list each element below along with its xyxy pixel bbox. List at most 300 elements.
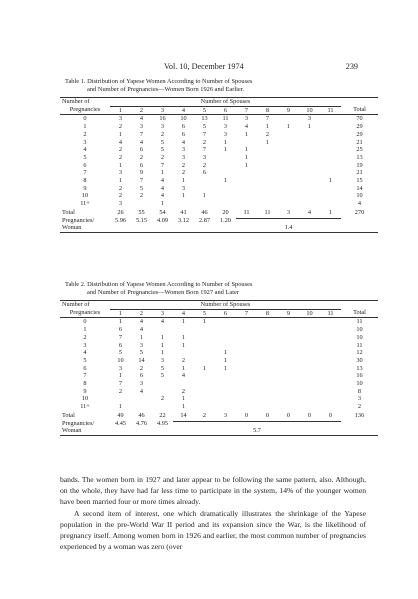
table-cell [152, 403, 173, 411]
journal-volume: Vol. 10, December 1974 [164, 62, 244, 71]
table-cell: 11 [264, 208, 271, 216]
table-cell [278, 357, 299, 365]
table2-col-header: 5 [194, 309, 215, 318]
table1-ppw-row-2 [60, 224, 378, 232]
table-row [60, 372, 378, 380]
table1-col-header: 9 [278, 106, 299, 115]
table-cell [257, 185, 278, 193]
table-cell: 1 [160, 341, 165, 349]
table2-body [60, 318, 378, 411]
table-cell [257, 192, 278, 200]
table1-stub-header-1: Number of [60, 98, 110, 107]
table-cell [236, 139, 257, 147]
table-cell: 29 [356, 123, 363, 131]
table-cell: 1 [202, 192, 207, 200]
table-cell: 2 [139, 192, 144, 200]
paragraph: A second item of interest, one which dramatically illustrates the shrinkage of the Yapese population in the pre-World War II period and its expansion since the War, is the likelihood of pregnancy itself. Among women born in 1926 and earlier, the most common number of pregnancies experienced by a woman was zero (over [60, 508, 366, 552]
table2-total-row [60, 411, 378, 420]
table-cell [320, 318, 341, 326]
table-cell [299, 380, 320, 388]
table-cell: 5 [202, 123, 207, 131]
table-cell [278, 349, 299, 357]
table-cell [257, 177, 278, 185]
table-row [60, 365, 378, 373]
table1-column-headers [60, 106, 378, 115]
table-cell [173, 200, 194, 208]
table-cell: 6 [139, 146, 144, 154]
table-cell [236, 185, 257, 193]
row-label: 0 [83, 318, 87, 326]
table-cell [299, 146, 320, 154]
table-cell: 4 [139, 115, 144, 123]
table-cell [278, 326, 299, 334]
table-cell: 3 [160, 356, 165, 364]
table1-col-header: 11 [320, 106, 341, 115]
table-cell [236, 388, 257, 396]
table-cell: 10 [356, 192, 363, 200]
table-cell: 54 [159, 208, 166, 216]
table1-col-header: Total [341, 106, 378, 115]
table-cell [299, 326, 320, 334]
table-cell: 14 [356, 184, 363, 192]
table2-caption-line2: and Number of Pregnancies—Women Born 1927 and Later [87, 289, 239, 296]
table-cell [236, 318, 257, 326]
table-cell [215, 169, 236, 177]
table-cell: 5 [118, 349, 123, 357]
table-cell [299, 403, 320, 411]
table-cell: 2 [118, 184, 123, 192]
table-cell: 1 [202, 364, 207, 372]
table-cell: 0 [244, 411, 249, 419]
table-cell: 22 [159, 411, 166, 419]
table-cell [278, 131, 299, 139]
table-cell [194, 395, 215, 403]
running-header [60, 62, 358, 71]
table-cell: 41 [180, 208, 187, 216]
table-cell: 7 [118, 380, 123, 388]
table-cell: 5 [139, 349, 144, 357]
table1-col-header: 10 [299, 106, 320, 115]
table-cell [320, 115, 341, 123]
table-cell: 3 [118, 169, 123, 177]
table-cell: 10 [356, 326, 363, 334]
table2-stub-header-2: Pregnancies [60, 309, 110, 318]
ppw-label: Woman [60, 224, 110, 232]
table1-body [60, 115, 378, 208]
table-cell [278, 139, 299, 147]
row-label: 9 [83, 184, 87, 192]
table1 [60, 97, 378, 233]
table-cell: 1 [286, 123, 291, 131]
table2-spouses-header: Number of Spouses [110, 301, 341, 310]
table-cell: 2 [181, 169, 186, 177]
table-cell [299, 349, 320, 357]
table-cell [299, 388, 320, 396]
table-cell: 4 [118, 138, 123, 146]
table-cell: 1 [223, 138, 228, 146]
table-cell: 46 [201, 208, 208, 216]
table-cell: 3 [139, 341, 144, 349]
table2-stub-header-1: Number of [60, 301, 110, 310]
table-cell: 26 [117, 208, 124, 216]
table-cell [194, 185, 215, 193]
table-cell [257, 200, 278, 208]
table-cell [257, 169, 278, 177]
table-cell: 0 [286, 411, 291, 419]
table-cell: 5 [160, 138, 165, 146]
table-cell [278, 388, 299, 396]
table-cell [236, 380, 257, 388]
table-cell: 1 [223, 349, 228, 357]
table-cell: 13 [356, 364, 363, 372]
table-cell: 1 [244, 153, 249, 161]
table-cell: 1 [181, 364, 186, 372]
table-cell: 7 [202, 130, 207, 138]
table-row [60, 192, 378, 200]
table-cell: 1 [118, 372, 123, 380]
table-cell [236, 357, 257, 365]
table-cell: 1 [244, 130, 249, 138]
ppw-label: Pregnancies/ [62, 419, 95, 427]
table-cell [278, 334, 299, 342]
table-cell: 3 [286, 208, 291, 216]
table-row [60, 154, 378, 162]
table-cell [320, 326, 341, 334]
table-cell [215, 334, 236, 342]
row-label: 0 [83, 115, 87, 123]
table-cell: 3 [160, 123, 165, 131]
ppw-label: Pregnancies/ [62, 216, 95, 224]
table-cell: 1 [118, 177, 123, 185]
table-cell: 1 [181, 192, 186, 200]
table-cell: 1 [160, 200, 165, 208]
table-cell: 11 [243, 208, 250, 216]
table-cell: 1 [118, 318, 123, 326]
table-cell [320, 380, 341, 388]
table-cell [299, 139, 320, 147]
table-cell: 1 [160, 349, 165, 357]
table-cell [257, 395, 278, 403]
table-cell: 1 [139, 333, 144, 341]
table-cell [215, 200, 236, 208]
table-cell [215, 185, 236, 193]
table-cell [152, 380, 173, 388]
table-cell: 1 [181, 318, 186, 326]
table-cell [215, 326, 236, 334]
table-cell: 5 [160, 372, 165, 380]
table-cell: 2 [139, 364, 144, 372]
row-label: 10 [81, 192, 89, 200]
table-cell [152, 388, 173, 396]
table-cell [236, 372, 257, 380]
table-cell: 16 [356, 372, 363, 380]
table-cell: 11 [356, 341, 363, 349]
table-cell [299, 372, 320, 380]
table-cell: 1 [265, 123, 270, 131]
table-cell: 2 [139, 153, 144, 161]
table-cell: 13 [356, 153, 363, 161]
table-cell [257, 334, 278, 342]
table-cell [299, 185, 320, 193]
table-cell: 7 [160, 161, 165, 169]
ppw-bracket-value: 1.4 [236, 224, 341, 232]
table-cell [320, 365, 341, 373]
table1-col-header: 8 [257, 106, 278, 115]
table-cell: 2 [202, 161, 207, 169]
table-cell: 1 [244, 146, 249, 154]
table-cell: 1 [181, 395, 186, 403]
table-cell: 3 [223, 411, 228, 419]
table-row [60, 403, 378, 411]
table-cell: 1 [223, 146, 228, 154]
table-row [60, 318, 378, 326]
table-cell [278, 365, 299, 373]
page-number: 239 [345, 62, 358, 71]
table-cell [299, 177, 320, 185]
table2-col-header: 3 [152, 309, 173, 318]
table-cell [236, 342, 257, 350]
table-row [60, 162, 378, 170]
table-cell [257, 162, 278, 170]
table-cell: 21 [356, 169, 363, 177]
table-cell [215, 318, 236, 326]
table-cell [278, 342, 299, 350]
table-cell: 5 [160, 364, 165, 372]
table-row [60, 177, 378, 185]
table-cell [257, 146, 278, 154]
table-cell [173, 349, 194, 357]
table-cell: 3 [139, 380, 144, 388]
table-cell: 4 [160, 318, 165, 326]
table1-col-header: 1 [110, 106, 131, 115]
table-cell [278, 192, 299, 200]
table-cell: 136 [354, 411, 365, 419]
table-cell: 20 [222, 208, 229, 216]
table-cell: 6 [139, 372, 144, 380]
table-cell: 1 [118, 403, 123, 411]
table-cell: 6 [118, 326, 123, 334]
table-cell: 30 [356, 356, 363, 364]
table-cell [278, 154, 299, 162]
table-cell: 1 [181, 341, 186, 349]
table-cell: 3 [223, 130, 228, 138]
table-row [60, 200, 378, 208]
table1-caption [65, 78, 365, 94]
ppw-bracket [173, 420, 341, 428]
table-row [60, 185, 378, 193]
row-label: 4 [83, 349, 87, 357]
table-cell: 11 [356, 318, 363, 326]
table-row [60, 169, 378, 177]
ppw-label: Woman [60, 427, 110, 435]
table-row [60, 131, 378, 139]
table-cell: 6 [139, 161, 144, 169]
table-cell: 7 [265, 115, 270, 123]
table2-col-header: 10 [299, 309, 320, 318]
table-cell: 4 [139, 387, 144, 395]
table-cell: 46 [138, 411, 145, 419]
table-cell: 2 [160, 153, 165, 161]
table-cell: 4 [160, 177, 165, 185]
table-cell [215, 154, 236, 162]
table-cell: 2 [118, 146, 123, 154]
table-cell: 5 [160, 146, 165, 154]
table2-col-header: 6 [215, 309, 236, 318]
table-cell: 1 [223, 177, 228, 185]
table2-col-header: 4 [173, 309, 194, 318]
table-cell: 2 [202, 138, 207, 146]
table-cell [299, 342, 320, 350]
table2-caption-line1: Table 2. Distribution of Yapese Women According to Number of Spouses [65, 281, 253, 288]
table-cell [257, 372, 278, 380]
table-cell: Total [62, 411, 75, 419]
table-cell: 1 [181, 403, 186, 411]
table-cell: 2 [118, 192, 123, 200]
table-cell [152, 326, 173, 334]
table1-caption-line1: Table 1. Distribution of Yapese Women According to Number of Spouses [65, 78, 253, 85]
table-cell: 10 [180, 115, 187, 123]
table-cell: 4 [357, 200, 362, 208]
table-cell: 1 [244, 161, 249, 169]
table-cell [278, 318, 299, 326]
table-cell: 4 [181, 138, 186, 146]
table-cell [320, 200, 341, 208]
table-cell [194, 200, 215, 208]
table-cell [320, 146, 341, 154]
table1-col-header: 5 [194, 106, 215, 115]
table-cell [278, 115, 299, 123]
table-cell: 1 [223, 364, 228, 372]
table-cell: 1 [118, 130, 123, 138]
table-cell [194, 177, 215, 185]
table-cell [278, 395, 299, 403]
table-cell: 3 [202, 153, 207, 161]
table1-spouses-header: Number of Spouses [110, 98, 341, 107]
table-cell [236, 200, 257, 208]
table-row [60, 349, 378, 357]
table-cell: 4 [139, 138, 144, 146]
ppw-value: 1.20 [219, 216, 232, 224]
table-cell [320, 342, 341, 350]
table-cell [215, 192, 236, 200]
table-cell: 1 [181, 333, 186, 341]
table2-col-header: 7 [236, 309, 257, 318]
table2-ppw-row-1 [60, 420, 378, 428]
table-cell: 4 [139, 318, 144, 326]
table-cell [236, 403, 257, 411]
table-cell: 0 [328, 411, 333, 419]
table-cell [320, 349, 341, 357]
row-label: 11+ [80, 200, 90, 208]
body-text [60, 474, 366, 552]
table-cell: 7 [202, 146, 207, 154]
table-cell [320, 123, 341, 131]
table-cell [299, 169, 320, 177]
table-row [60, 380, 378, 388]
table-cell [257, 357, 278, 365]
table-cell [131, 395, 152, 403]
table-cell [257, 349, 278, 357]
table-cell: 10 [117, 356, 124, 364]
table-cell [320, 154, 341, 162]
table-cell [278, 200, 299, 208]
table-cell [278, 380, 299, 388]
table2-col-header: 1 [110, 309, 131, 318]
table-cell: 13 [201, 115, 208, 123]
table-cell: 2 [357, 403, 362, 411]
table-cell: 8 [357, 387, 362, 395]
table-cell [257, 403, 278, 411]
table-cell: 9 [139, 169, 144, 177]
table-cell [320, 388, 341, 396]
table-cell: 4 [307, 208, 312, 216]
table-cell [215, 372, 236, 380]
table-cell [236, 349, 257, 357]
table-cell: 14 [138, 356, 145, 364]
table-cell: 1 [181, 177, 186, 185]
table-cell [194, 388, 215, 396]
table-cell [236, 326, 257, 334]
row-label: 11+ [80, 403, 90, 411]
table-cell [278, 146, 299, 154]
table2-col-header: 11 [320, 309, 341, 318]
table2-col-header: 8 [257, 309, 278, 318]
table-cell: 29 [356, 130, 363, 138]
row-label: 8 [83, 380, 87, 388]
table-cell: 25 [356, 146, 363, 154]
table-cell: 1 [328, 208, 333, 216]
table-cell: 3 [118, 115, 123, 123]
table-cell: 49 [117, 411, 124, 419]
table-cell [278, 177, 299, 185]
table-cell [131, 403, 152, 411]
table-cell: 1 [223, 356, 228, 364]
table-cell [299, 365, 320, 373]
row-label: 5 [83, 356, 87, 364]
table-cell [320, 357, 341, 365]
table-cell [299, 192, 320, 200]
table-cell [236, 169, 257, 177]
table-cell [320, 372, 341, 380]
ppw-value: 2.87 [198, 216, 211, 224]
table-cell: 7 [118, 333, 123, 341]
table-cell: 1 [160, 169, 165, 177]
table-cell [257, 380, 278, 388]
table-row [60, 326, 378, 334]
ppw-bracket-value: 5.7 [173, 427, 341, 435]
ppw-value: 3.12 [177, 216, 190, 224]
table-cell [194, 349, 215, 357]
table-cell [236, 395, 257, 403]
table-cell [257, 318, 278, 326]
table-cell: 3 [181, 184, 186, 192]
table-row [60, 395, 378, 403]
table-cell [215, 395, 236, 403]
table-cell [278, 169, 299, 177]
table-cell [110, 395, 131, 403]
table-cell: 10 [356, 380, 363, 388]
table-cell [299, 334, 320, 342]
table-cell [320, 192, 341, 200]
table-cell: 0 [307, 411, 312, 419]
table-cell: 1 [118, 161, 123, 169]
table-cell [236, 177, 257, 185]
table-cell [236, 365, 257, 373]
table-cell [194, 372, 215, 380]
row-label: 5 [83, 153, 87, 161]
row-label: 7 [83, 372, 87, 380]
table-cell: 4 [181, 372, 186, 380]
